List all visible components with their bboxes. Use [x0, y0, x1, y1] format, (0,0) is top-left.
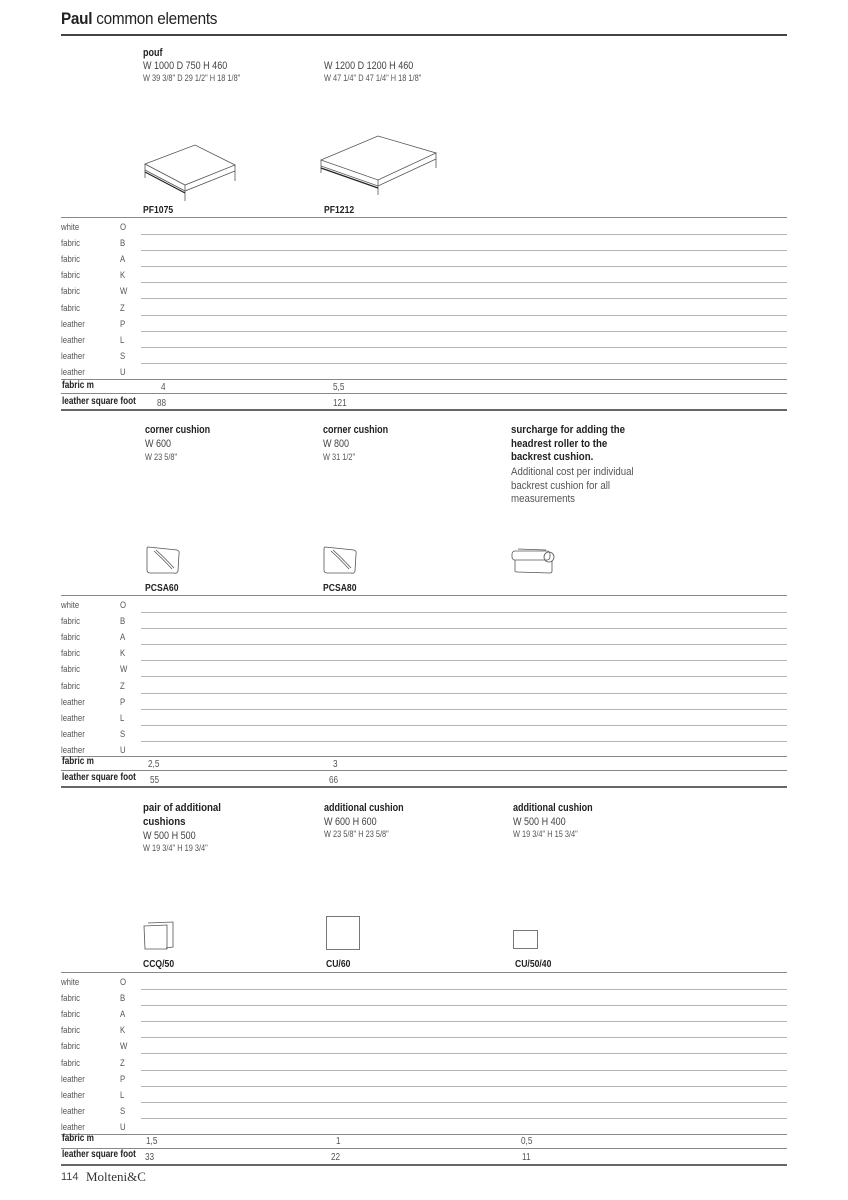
product-dimensions-in: W 47 1/4" D 47 1/4" H 18 1/8" — [324, 73, 422, 83]
fabric-m-value: 1 — [336, 1136, 341, 1147]
product-name: corner cushion — [323, 424, 389, 436]
summary-rule — [61, 756, 787, 757]
material-label: fabric — [61, 1057, 81, 1069]
material-label: fabric — [61, 254, 81, 266]
price-entry-line — [141, 315, 787, 316]
product-dimensions-in: W 39 3/8" D 29 1/2" H 18 1/8" — [143, 73, 241, 83]
material-label: white — [61, 977, 80, 988]
price-entry-line — [141, 676, 787, 677]
brand-logo: Molteni&C — [86, 1169, 146, 1184]
material-label: fabric — [61, 616, 81, 628]
title-rule — [61, 34, 787, 36]
product-dimensions-in: W 31 1/2" — [323, 452, 356, 462]
price-entry-line — [141, 363, 787, 364]
material-label: fabric — [61, 680, 81, 692]
price-entry-line — [141, 347, 787, 348]
product-name: additional cushion — [324, 802, 404, 814]
price-entry-line — [141, 660, 787, 661]
price-entry-line — [141, 989, 787, 990]
price-entry-line — [141, 1118, 787, 1119]
material-label: white — [61, 600, 80, 611]
leather-sqft-value: 55 — [150, 775, 160, 786]
fabric-m-value: 5,5 — [333, 382, 345, 393]
price-category-code: A — [120, 1009, 126, 1021]
price-category-code: P — [120, 696, 126, 708]
product-dimensions-in: W 19 3/4" H 15 3/4" — [513, 829, 578, 839]
product-name: pouf — [143, 47, 163, 59]
price-entry-line — [141, 1053, 787, 1054]
price-entry-line — [141, 234, 787, 235]
collection-name: Paul — [61, 9, 93, 28]
price-entry-line — [141, 644, 787, 645]
product-dimensions-mm: W 500 H 500 — [143, 830, 196, 842]
table-top-rule — [61, 595, 787, 596]
leather-sqft-value: 66 — [329, 775, 339, 786]
product-code: PF1212 — [324, 204, 355, 216]
price-category-code: K — [120, 648, 126, 660]
price-category-code: L — [120, 1089, 125, 1101]
product-dimensions-mm: W 1200 D 1200 H 460 — [324, 60, 414, 72]
price-category-code: P — [120, 1073, 126, 1085]
product-name: corner cushion — [145, 424, 211, 436]
leather-sqft-value: 121 — [333, 398, 347, 409]
product-name: additional cushion — [513, 802, 593, 814]
product-dimensions-mm: W 1000 D 750 H 460 — [143, 60, 228, 72]
leather-sqft-value: 22 — [331, 1152, 341, 1163]
price-category-code: S — [120, 1105, 126, 1117]
fabric-m-label: fabric m — [62, 380, 94, 391]
price-category-code: O — [120, 600, 127, 611]
product-dimensions-in: W 23 5/8" — [145, 452, 178, 462]
page-subtitle: common elements — [96, 9, 218, 28]
price-category-code: W — [120, 664, 128, 676]
price-category-code: B — [120, 993, 126, 1005]
material-label: leather — [61, 744, 85, 756]
fabric-m-value: 3 — [333, 759, 338, 770]
price-entry-line — [141, 298, 787, 299]
pouf-small-icon — [140, 140, 240, 200]
price-entry-line — [141, 741, 787, 742]
material-label: leather — [61, 1121, 85, 1133]
page-title — [61, 9, 217, 29]
corner-cushion-icon — [145, 545, 181, 575]
price-category-code: B — [120, 238, 126, 250]
product-dimensions-in: W 23 5/8" H 23 5/8" — [324, 829, 389, 839]
product-code: CCQ/50 — [143, 958, 175, 970]
material-label: fabric — [61, 664, 81, 676]
square-cushion-icon — [325, 915, 362, 952]
price-category-code: P — [120, 318, 126, 330]
price-category-code: L — [120, 334, 125, 346]
leather-sqft-label: leather square foot — [62, 1149, 136, 1160]
rect-cushion-icon — [512, 929, 540, 951]
price-category-code: W — [120, 1041, 128, 1053]
product-dimensions-mm: W 500 H 400 — [513, 816, 566, 828]
product-name: pair of additional cushions — [143, 802, 221, 828]
material-label: fabric — [61, 302, 81, 314]
material-label: leather — [61, 350, 85, 362]
price-entry-line — [141, 266, 787, 267]
fabric-m-value: 1,5 — [146, 1136, 158, 1147]
page-number: 114 — [61, 1171, 79, 1183]
price-category-code: Z — [120, 680, 125, 692]
material-label: fabric — [61, 1009, 81, 1021]
fabric-m-value: 4 — [161, 382, 166, 393]
summary-rule — [61, 1134, 787, 1135]
material-label: leather — [61, 1089, 85, 1101]
price-entry-line — [141, 1005, 787, 1006]
price-entry-line — [141, 1070, 787, 1071]
material-label: fabric — [61, 1025, 81, 1037]
material-label: fabric — [61, 648, 81, 660]
material-label: white — [61, 222, 80, 233]
headrest-roller-icon — [510, 547, 556, 575]
leather-sqft-label: leather square foot — [62, 772, 136, 783]
price-category-code: O — [120, 977, 127, 988]
material-label: fabric — [61, 270, 81, 282]
material-label: fabric — [61, 286, 81, 298]
leather-sqft-value: 11 — [522, 1152, 531, 1163]
price-category-code: U — [120, 1121, 126, 1133]
section-end-rule — [61, 786, 787, 788]
material-label: leather — [61, 1073, 85, 1085]
price-entry-line — [141, 331, 787, 332]
price-category-code: K — [120, 270, 126, 282]
price-entry-line — [141, 612, 787, 613]
corner-cushion-icon — [322, 545, 358, 575]
product-code: PF1075 — [143, 204, 174, 216]
material-label: fabric — [61, 993, 81, 1005]
price-category-code: K — [120, 1025, 126, 1037]
product-name: surcharge for adding the headrest roller to the backrest cushion. — [511, 424, 626, 463]
price-entry-line — [141, 250, 787, 251]
section-end-rule — [61, 1164, 787, 1166]
price-entry-line — [141, 1102, 787, 1103]
price-category-code: U — [120, 744, 126, 756]
price-category-code: W — [120, 286, 128, 298]
price-entry-line — [141, 282, 787, 283]
pouf-large-icon — [318, 133, 443, 198]
product-dimensions-in: W 19 3/4" H 19 3/4" — [143, 843, 208, 853]
price-entry-line — [141, 1021, 787, 1022]
fabric-m-label: fabric m — [62, 756, 94, 767]
product-description: Additional cost per individual backrest cushion for all measurements — [511, 466, 634, 505]
material-label: fabric — [61, 238, 81, 250]
price-entry-line — [141, 725, 787, 726]
price-category-code: Z — [120, 1057, 125, 1069]
price-entry-line — [141, 709, 787, 710]
summary-rule — [61, 393, 787, 394]
price-category-code: A — [120, 632, 126, 644]
leather-sqft-value: 88 — [157, 398, 167, 409]
price-category-code: A — [120, 254, 126, 266]
product-code: PCSA80 — [323, 582, 357, 594]
price-category-code: Z — [120, 302, 125, 314]
table-top-rule — [61, 217, 787, 218]
material-label: leather — [61, 334, 85, 346]
product-code: CU/50/40 — [515, 958, 552, 970]
price-entry-line — [141, 1037, 787, 1038]
table-top-rule — [61, 972, 787, 973]
material-label: fabric — [61, 632, 81, 644]
material-label: leather — [61, 366, 85, 378]
leather-sqft-value: 33 — [145, 1152, 155, 1163]
fabric-m-value: 2,5 — [148, 759, 160, 770]
leather-sqft-label: leather square foot — [62, 396, 136, 407]
price-category-code: O — [120, 222, 127, 233]
product-code: CU/60 — [326, 958, 351, 970]
product-dimensions-mm: W 600 — [145, 438, 172, 450]
price-category-code: S — [120, 350, 126, 362]
product-dimensions-mm: W 600 H 600 — [324, 816, 377, 828]
cushion-pair-icon — [142, 921, 176, 951]
product-code: PCSA60 — [145, 582, 179, 594]
price-category-code: L — [120, 712, 125, 724]
price-category-code: U — [120, 366, 126, 378]
material-label: leather — [61, 1105, 85, 1117]
price-entry-line — [141, 693, 787, 694]
price-entry-line — [141, 628, 787, 629]
section-end-rule — [61, 409, 787, 411]
material-label: leather — [61, 728, 85, 740]
material-label: fabric — [61, 1041, 81, 1053]
material-label: leather — [61, 712, 85, 724]
material-label: leather — [61, 696, 85, 708]
price-category-code: B — [120, 616, 126, 628]
summary-rule — [61, 1148, 787, 1149]
fabric-m-label: fabric m — [62, 1133, 94, 1144]
price-category-code: S — [120, 728, 126, 740]
fabric-m-value: 0,5 — [521, 1136, 533, 1147]
summary-rule — [61, 379, 787, 380]
product-dimensions-mm: W 800 — [323, 438, 350, 450]
summary-rule — [61, 770, 787, 771]
price-entry-line — [141, 1086, 787, 1087]
material-label: leather — [61, 318, 85, 330]
